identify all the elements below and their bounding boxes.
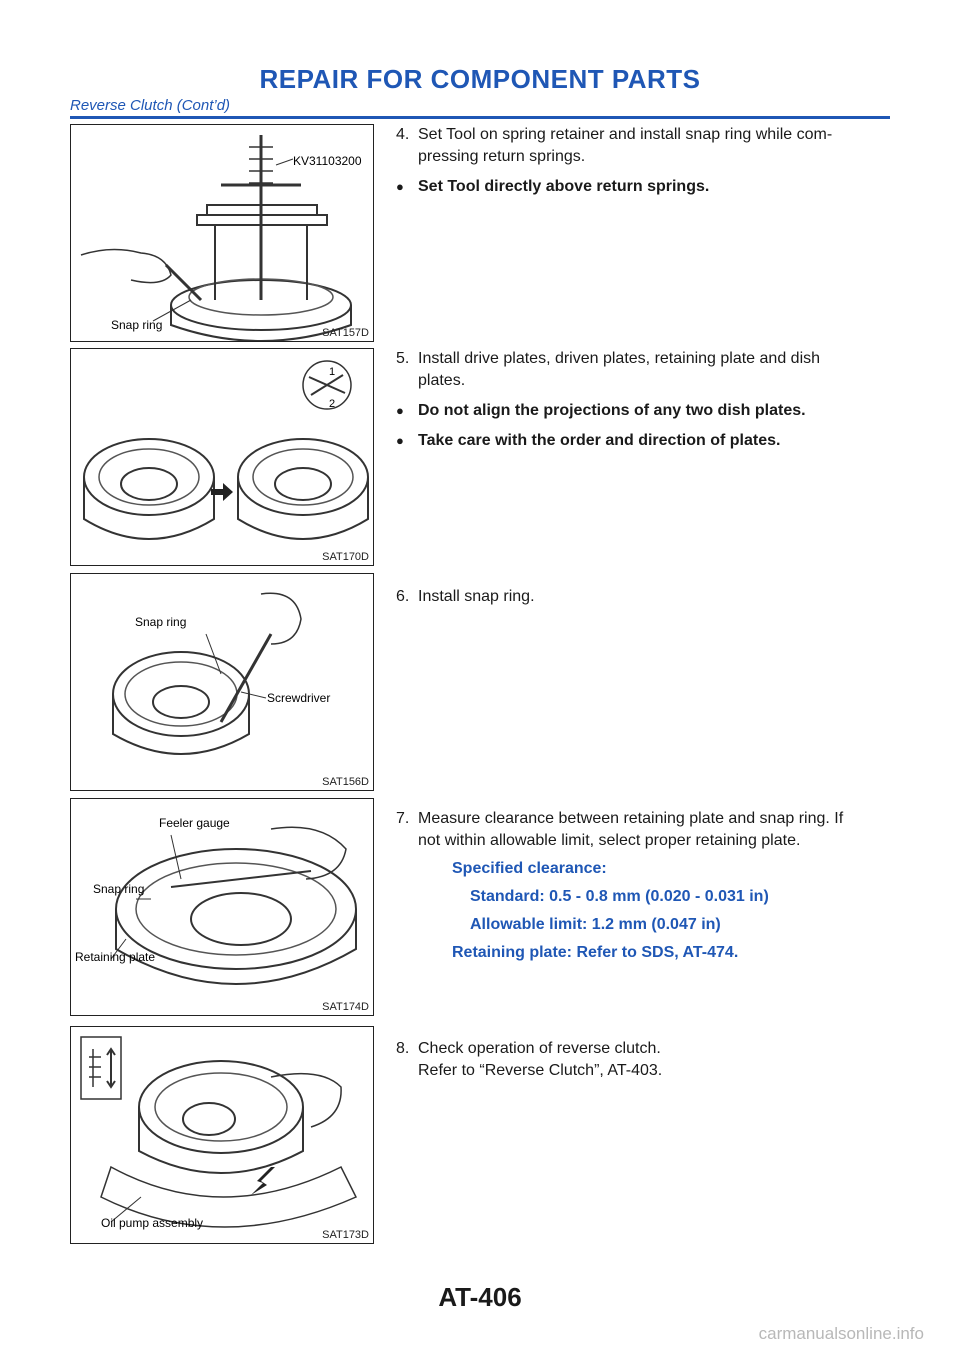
bullet-text: Do not align the projections of any two dish plates. — [418, 402, 806, 419]
step-text: Check operation of reverse clutch. — [418, 1040, 661, 1057]
spec-heading: Specified clearance: — [452, 860, 607, 877]
bullet-text: Take care with the order and direction of plates. — [418, 432, 781, 449]
figure-code: SAT170D — [322, 551, 369, 563]
step-number: 7. — [396, 810, 410, 827]
feeler-gauge-illustration — [71, 799, 374, 1016]
label-snap-ring: Snap ring — [135, 615, 187, 629]
step-bullet — [396, 176, 896, 198]
spec-limit: Allowable limit: 1.2 mm (0.047 in) — [470, 916, 721, 933]
figure-code: SAT173D — [322, 1229, 369, 1241]
step-number: 6. — [396, 588, 410, 605]
step-bullet — [396, 400, 896, 422]
tool-illustration — [71, 125, 374, 342]
figure-sat173d — [70, 1026, 374, 1244]
page-number: AT-406 — [438, 1282, 522, 1312]
figure-sat170d — [70, 348, 374, 566]
plates-illustration — [71, 349, 374, 566]
step-number: 5. — [396, 350, 410, 367]
watermark: carmanualsonline.info — [758, 1324, 924, 1343]
bullet-text: Set Tool directly above return springs. — [418, 178, 710, 195]
spec-standard: Standard: 0.5 - 0.8 mm (0.020 - 0.031 in) — [470, 888, 769, 905]
step-text: Measure clearance between retaining plate and snap ring. If — [418, 810, 844, 827]
label-screwdriver: Screwdriver — [267, 691, 331, 705]
step-4 — [396, 124, 896, 198]
step-text-cont: pressing return springs. — [418, 148, 586, 165]
label-tool-number: KV31103200 — [293, 154, 362, 168]
page-title: REPAIR FOR COMPONENT PARTS — [259, 64, 701, 94]
bullet-icon: ● — [396, 403, 404, 418]
label-mark-1: 1 — [329, 366, 336, 378]
bullet-icon: ● — [396, 433, 404, 448]
label-oil-pump: Oil pump assembly — [101, 1216, 204, 1230]
step-bullet — [396, 430, 896, 452]
page-header — [70, 64, 890, 114]
step-number: 8. — [396, 1040, 410, 1057]
figure-code: SAT156D — [322, 776, 369, 788]
label-snap-ring: Snap ring — [111, 318, 163, 332]
label-snap-ring: Snap ring — [93, 882, 145, 896]
page-subtitle: Reverse Clutch (Cont’d) — [70, 97, 231, 114]
figure-sat156d — [70, 573, 374, 791]
step-6 — [396, 586, 896, 608]
step-number: 4. — [396, 126, 410, 143]
label-feeler-gauge: Feeler gauge — [159, 816, 230, 830]
bullet-icon: ● — [396, 179, 404, 194]
step-7 — [396, 808, 896, 964]
step-text-cont: not within allowable limit, select proper retaining plate. — [418, 832, 801, 849]
snap-ring-illustration — [71, 574, 374, 791]
spec-plate: Retaining plate: Refer to SDS, AT-474. — [452, 944, 739, 961]
step-text-cont: Refer to “Reverse Clutch”, AT-403. — [418, 1062, 663, 1079]
step-text: Install drive plates, driven plates, retaining plate and dish — [418, 350, 821, 367]
spec-block — [396, 858, 896, 964]
step-text: Install snap ring. — [418, 588, 535, 605]
figure-sat174d — [70, 798, 374, 1016]
label-retaining-plate: Retaining plate — [75, 950, 156, 964]
step-text-cont: plates. — [418, 372, 466, 389]
figure-sat157d — [70, 124, 374, 342]
oil-pump-illustration — [71, 1027, 374, 1244]
figure-code: SAT174D — [322, 1001, 369, 1013]
label-mark-2: 2 — [329, 398, 336, 410]
figure-code: SAT157D — [322, 327, 369, 339]
step-8 — [396, 1038, 896, 1082]
step-5 — [396, 348, 896, 452]
step-text: Set Tool on spring retainer and install snap ring while com- — [418, 126, 833, 143]
header-rule — [70, 116, 890, 119]
